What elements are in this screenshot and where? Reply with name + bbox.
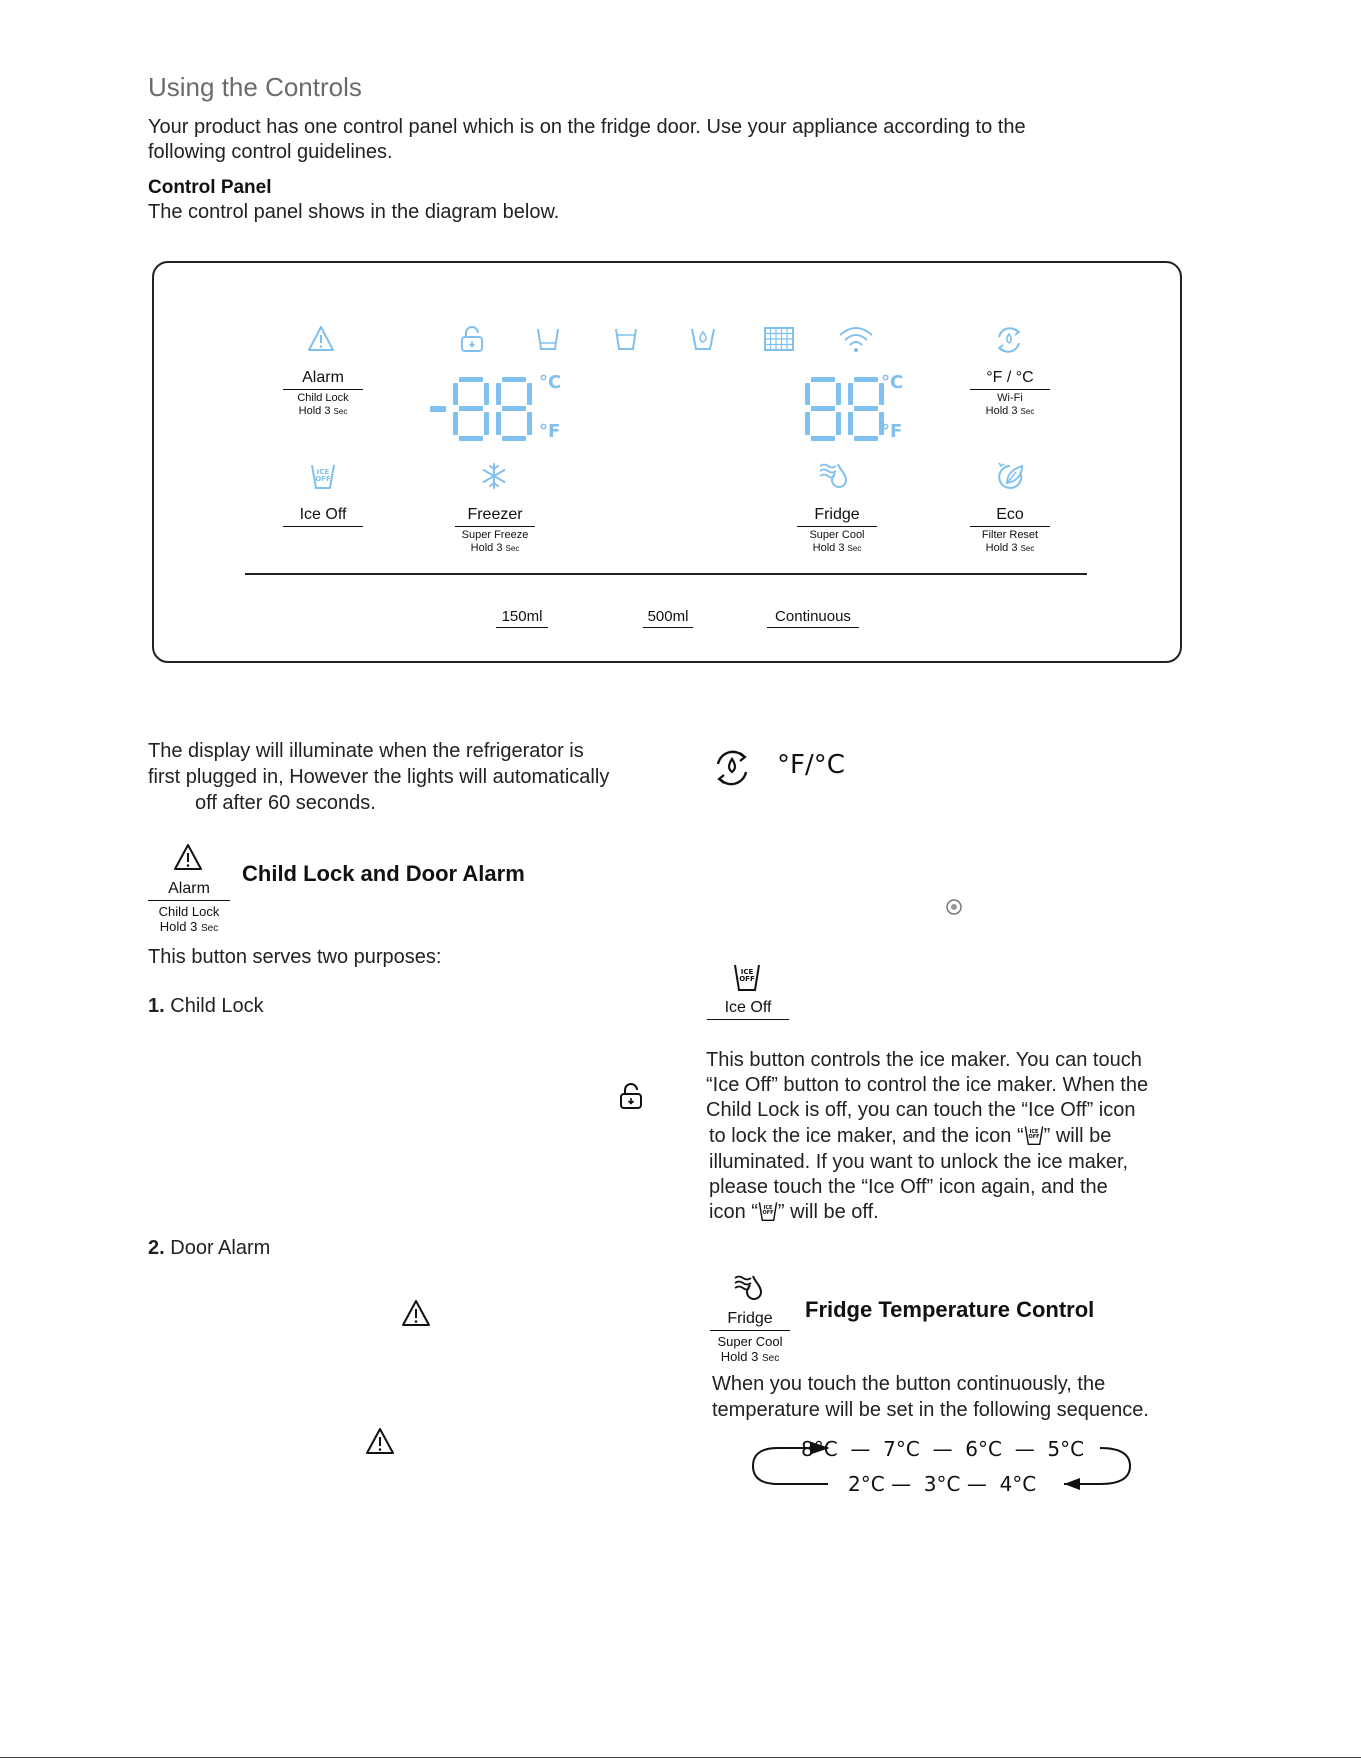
dispense-continuous: Continuous [775, 608, 851, 625]
fridge-label: Fridge [814, 506, 860, 523]
freezer-temperature-display [428, 375, 538, 443]
freezer-celsius: °C [539, 372, 562, 393]
fridge-fahrenheit: °F [881, 421, 903, 442]
ice-para-4: to lock the ice maker, and the icon “ ICE OFF ” will be [709, 1125, 1112, 1147]
control-panel-heading: Control Panel [148, 177, 272, 198]
cup-half-icon [613, 326, 639, 352]
ice-off-icon-text-off: OFF [739, 975, 755, 983]
item-1: 1. Child Lock [148, 995, 264, 1017]
freezer-hold: Hold 3 Sec [470, 542, 520, 554]
cool-wave-icon [818, 460, 850, 490]
control-panel-diagram [152, 261, 1182, 663]
freezer-label: Freezer [467, 506, 523, 523]
sequence-top: 8°C — 7°C — 6°C — 5°C [801, 1437, 1085, 1461]
ice-off-label: Ice Off [299, 506, 347, 523]
control-panel-subtitle: The control panel shows in the diagram below. [148, 201, 560, 223]
display-text-3: off after 60 seconds. [195, 792, 376, 814]
panel-divider [245, 573, 1087, 575]
alarm-button-sub1: Child Lock [158, 904, 220, 919]
unit-label: °F / °C [986, 369, 1034, 386]
fridge-sub1: Super Cool [809, 529, 865, 541]
freezer-fahrenheit: °F [539, 421, 561, 442]
ice-off-icon [309, 462, 337, 490]
dispense-continuous-underline [767, 627, 859, 628]
ice-off-icon-text-ice: ICE [763, 1204, 773, 1211]
ice-off-icon [758, 1200, 778, 1222]
refresh-drop-icon [994, 325, 1024, 355]
ice-off-icon-text-ice: ICE [1029, 1128, 1039, 1135]
page-bottom-rule [0, 1757, 1361, 1758]
snowflake-icon [480, 462, 508, 490]
item-2: 2. Door Alarm [148, 1237, 271, 1259]
refresh-small-icon [945, 898, 963, 916]
padlock-icon [618, 1082, 644, 1110]
freezer-underline [455, 526, 535, 527]
wifi-icon [838, 325, 874, 353]
alarm-button-hold: Hold 3 Sec [159, 919, 219, 934]
cup-icon [535, 326, 561, 352]
alarm-button-underline [148, 900, 230, 901]
display-text-2: first plugged in, However the lights will automatically [148, 766, 610, 788]
unit-underline [970, 389, 1050, 390]
ice-para-2: “Ice Off” button to control the ice maker. When the [706, 1074, 1149, 1096]
child-lock-heading: Child Lock and Door Alarm [242, 861, 525, 886]
ice-para-6: please touch the “Ice Off” icon again, and the [709, 1176, 1108, 1198]
dispense-150ml-underline [496, 627, 548, 628]
ice-off-underline [283, 526, 363, 527]
fridge-heading: Fridge Temperature Control [805, 1297, 1095, 1322]
intro-line-2: following control guidelines. [148, 141, 393, 163]
alarm-icon [173, 843, 203, 871]
fridge-celsius: °C [881, 372, 904, 393]
unit-symbol: °F/°C [777, 750, 845, 780]
ice-off-icon-text-off: OFF [762, 1209, 774, 1216]
alarm-icon [365, 1427, 395, 1455]
alarm-hold: Hold 3 Sec [298, 405, 348, 417]
ice-off-icon [733, 962, 761, 992]
ice-off-icon-text-off: OFF [1028, 1133, 1040, 1140]
ice-off-icon-text-ice: ICE [316, 468, 330, 476]
sequence-bottom: 2°C — 3°C — 4°C [848, 1472, 1037, 1496]
ice-para-7: icon “ ICE OFF ” will be off. [709, 1201, 879, 1223]
eco-sub1: Filter Reset [981, 529, 1039, 541]
eco-hold: Hold 3 Sec [985, 542, 1035, 554]
fridge-button-hold: Hold 3 Sec [720, 1349, 780, 1364]
ice-para-3: Child Lock is off, you can touch the “Ice Off” icon [706, 1099, 1136, 1121]
fridge-para-1: When you touch the button continuously, the [712, 1373, 1106, 1395]
ice-para-1: This button controls the ice maker. You can touch [706, 1049, 1142, 1071]
dispense-500ml-underline [643, 627, 693, 628]
ice-para-5: illuminated. If you want to unlock the ice maker, [709, 1151, 1129, 1173]
dispense-500ml: 500ml [647, 608, 689, 625]
unit-hold: Hold 3 Sec [985, 405, 1035, 417]
fridge-underline [797, 526, 877, 527]
display-text-1: The display will illuminate when the refrigerator is [148, 740, 584, 762]
unit-sub1: Wi-Fi [997, 392, 1023, 404]
water-drop-icon [689, 325, 717, 353]
serves-text: This button serves two purposes: [148, 946, 442, 968]
alarm-label: Alarm [302, 369, 344, 386]
fridge-button-label: Fridge [727, 1310, 773, 1327]
page-title: Using the Controls [148, 72, 362, 102]
refresh-drop-icon [712, 748, 752, 788]
ice-off-button-label: Ice Off [724, 999, 772, 1016]
alarm-button-label: Alarm [168, 880, 210, 897]
fridge-temperature-display [803, 375, 885, 443]
cool-wave-icon [733, 1272, 765, 1302]
filter-grid-icon [763, 325, 795, 353]
fridge-para-2: temperature will be set in the following sequence. [712, 1399, 1149, 1421]
fridge-button-sub1: Super Cool [717, 1334, 783, 1349]
eco-leaf-icon [994, 460, 1026, 490]
ice-off-icon [1024, 1124, 1044, 1146]
fridge-button-underline [710, 1330, 790, 1331]
eco-underline [970, 526, 1050, 527]
freezer-sub1: Super Freeze [461, 529, 529, 541]
alarm-icon [401, 1299, 431, 1327]
alarm-sub1: Child Lock [297, 392, 349, 404]
alarm-underline [283, 389, 363, 390]
ice-off-icon-text-off: OFF [315, 475, 331, 483]
padlock-icon [459, 325, 485, 353]
dispense-150ml: 150ml [501, 608, 543, 625]
fridge-hold: Hold 3 Sec [812, 542, 862, 554]
alarm-icon [307, 325, 335, 353]
intro-line-1: Your product has one control panel which is on the fridge door. Use your appliance according to the [148, 116, 1026, 138]
eco-label: Eco [996, 506, 1024, 523]
ice-off-icon-text-ice: ICE [740, 968, 754, 976]
ice-off-button-underline [707, 1019, 789, 1020]
